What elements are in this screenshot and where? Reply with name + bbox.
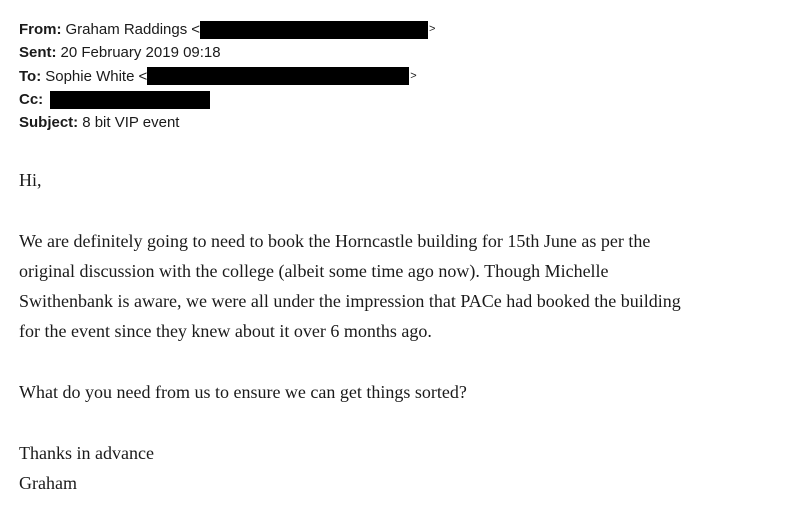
cc-label: Cc: bbox=[19, 90, 44, 108]
sent-label: Sent: bbox=[19, 44, 57, 62]
cc-redaction bbox=[50, 91, 210, 109]
from-label: From: bbox=[19, 21, 62, 38]
to-name: Sophie White bbox=[45, 67, 135, 85]
subject-label: Subject: bbox=[19, 114, 79, 132]
from-name: Graham Raddings bbox=[65, 21, 188, 38]
sent-line bbox=[19, 41, 435, 64]
from-email-open: < bbox=[191, 21, 200, 38]
cc-line bbox=[19, 88, 435, 111]
email-body bbox=[19, 165, 789, 498]
from-email-close: > bbox=[429, 23, 436, 35]
greeting: Hi, bbox=[19, 170, 42, 190]
closing: Thanks in advance bbox=[19, 443, 154, 463]
signature: Graham bbox=[19, 473, 77, 493]
sent-value: 20 February 2019 09:18 bbox=[60, 44, 221, 62]
from-line bbox=[19, 18, 435, 41]
paragraph-1-line: original discussion with the college (albeit some time ago now). Though Michelle bbox=[19, 261, 609, 281]
to-label: To: bbox=[19, 67, 42, 85]
to-email-close: > bbox=[410, 69, 417, 82]
paragraph-1-line: Swithenbank is aware, we were all under the impression that PACe had booked the building bbox=[19, 291, 681, 311]
to-line bbox=[19, 65, 435, 88]
paragraph-2: What do you need from us to ensure we can get things sorted? bbox=[19, 382, 467, 402]
paragraph-1-line: for the event since they knew about it over 6 months ago. bbox=[19, 321, 432, 341]
subject-line bbox=[19, 111, 435, 134]
paragraph-1 bbox=[19, 226, 789, 346]
to-email-redaction bbox=[147, 67, 409, 85]
email-header bbox=[19, 18, 435, 134]
subject-value: 8 bit VIP event bbox=[82, 114, 180, 132]
to-email-open: < bbox=[138, 67, 148, 85]
paragraph-1-line: We are definitely going to need to book the Horncastle building for 15th June as per the bbox=[19, 231, 651, 251]
from-email-redaction bbox=[200, 21, 428, 39]
